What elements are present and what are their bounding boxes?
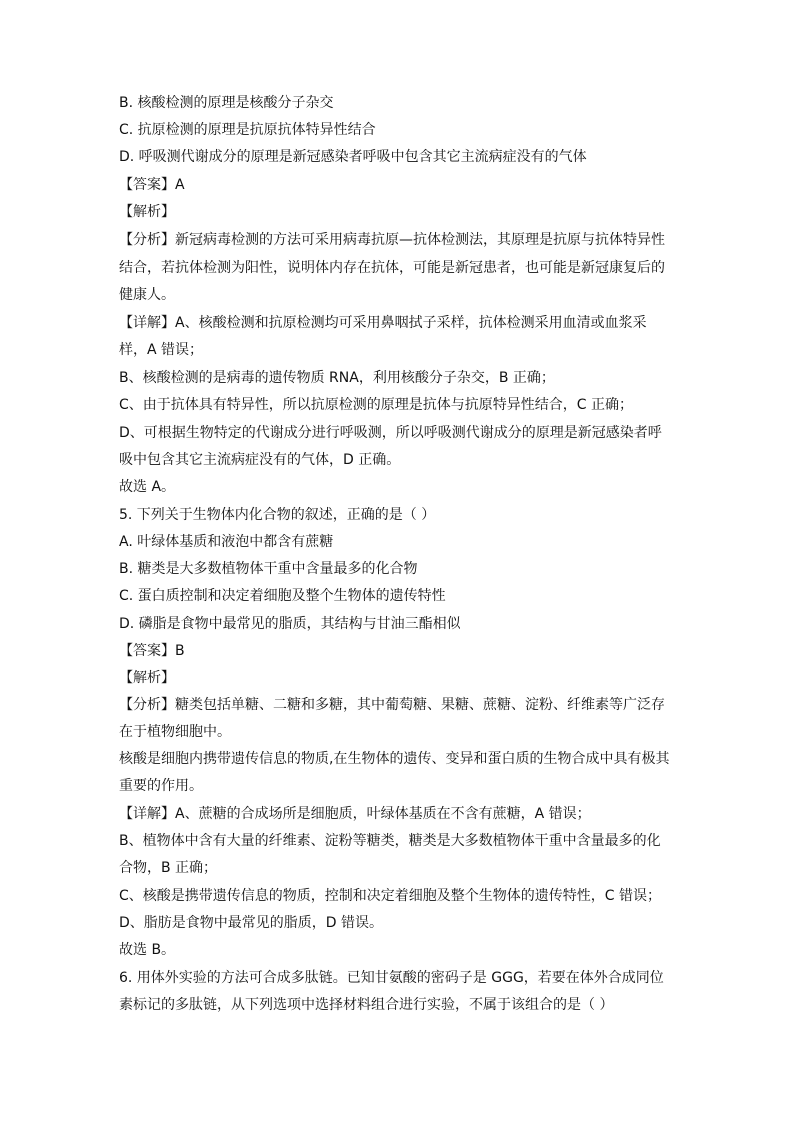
analysis-text-line: 【分析】新冠病毒检测的方法可采用病毒抗原—抗体检测法，其原理是抗原与抗体特异性 [119, 232, 665, 248]
option-d-line: D. 呼吸测代谢成分的原理是新冠感染者呼吸中包含其它主流病症没有的气体 [119, 149, 587, 165]
analysis-text-line: 重要的作用。 [119, 778, 203, 794]
analysis-text-line: 核酸是细胞内携带遗传信息的物质,在生物体的遗传、变异和蛋白质的生物合成中具有极其 [119, 751, 670, 767]
q5-option-a: A. 叶绿体基质和液泡中都含有蔗糖 [119, 534, 334, 550]
q5-option-d: D. 磷脂是食物中最常见的脂质，其结构与甘油三酯相似 [119, 616, 461, 632]
answer-label: 【答案】B [119, 643, 185, 659]
detail-text-line: D、脂肪是食物中最常见的脂质，D 错误。 [119, 915, 384, 931]
conclusion-line: 故选 B。 [119, 942, 176, 958]
conclusion-line: 故选 A。 [119, 479, 176, 495]
analysis-text-line: 健康人。 [119, 287, 175, 303]
detail-text-line: D、可根据生物特定的代谢成分进行呼吸测，所以呼吸测代谢成分的原理是新冠感染者呼 [119, 425, 662, 441]
detail-text-line: 吸中包含其它主流病症没有的气体，D 正确。 [119, 452, 401, 468]
question-6-stem: 6. 用体外实验的方法可合成多肽链。已知甘氨酸的密码子是 GGG，若要在体外合成同位 [119, 970, 664, 986]
detail-text-line: C、由于抗体具有特异性，所以抗原检测的原理是抗体与抗原特异性结合，C 正确； [119, 397, 633, 413]
detail-text-line: B、核酸检测的是病毒的遗传物质 RNA，利用核酸分子杂交，B 正确； [119, 370, 555, 386]
detail-text-line: 样，A 错误； [119, 342, 204, 358]
detail-text-line: 【详解】A、蔗糖的合成场所是细胞质，叶绿体基质在不含有蔗糖，A 错误； [119, 806, 591, 822]
q5-option-c: C. 蛋白质控制和决定着细胞及整个生物体的遗传特性 [119, 588, 446, 604]
question-6-stem: 素标记的多肽链，从下列选项中选择材料组合进行实验，不属于该组合的是（ ） [119, 997, 614, 1013]
analysis-text-line: 在于植物细胞中。 [119, 724, 231, 740]
detail-text-line: 合物，B 正确； [119, 860, 218, 876]
answer-label: 【答案】A [119, 177, 185, 193]
analysis-text-line: 结合，若抗体检测为阳性，说明体内存在抗体，可能是新冠患者，也可能是新冠康复后的 [119, 260, 665, 276]
detail-text-line: 【详解】A、核酸检测和抗原检测均可采用鼻咽拭子采样，抗体检测采用血清或血浆采 [119, 315, 647, 331]
analysis-heading: 【解析】 [119, 670, 175, 686]
analysis-text-line: 【分析】糖类包括单糖、二糖和多糖，其中葡萄糖、果糖、蔗糖、淀粉、纤维素等广泛存 [119, 697, 665, 713]
detail-text-line: C、核酸是携带遗传信息的物质，控制和决定着细胞及整个生物体的遗传特性，C 错误； [119, 888, 661, 904]
question-5-stem: 5. 下列关于生物体内化合物的叙述，正确的是（ ） [119, 507, 436, 523]
option-b-line: B. 核酸检测的原理是核酸分子杂交 [119, 95, 334, 111]
q5-option-b: B. 糖类是大多数植物体干重中含量最多的化合物 [119, 561, 418, 577]
option-c-line: C. 抗原检测的原理是抗原抗体特异性结合 [119, 122, 376, 138]
analysis-heading: 【解析】 [119, 204, 175, 220]
detail-text-line: B、植物体中含有大量的纤维素、淀粉等糖类，糖类是大多数植物体干重中含量最多的化 [119, 833, 661, 849]
